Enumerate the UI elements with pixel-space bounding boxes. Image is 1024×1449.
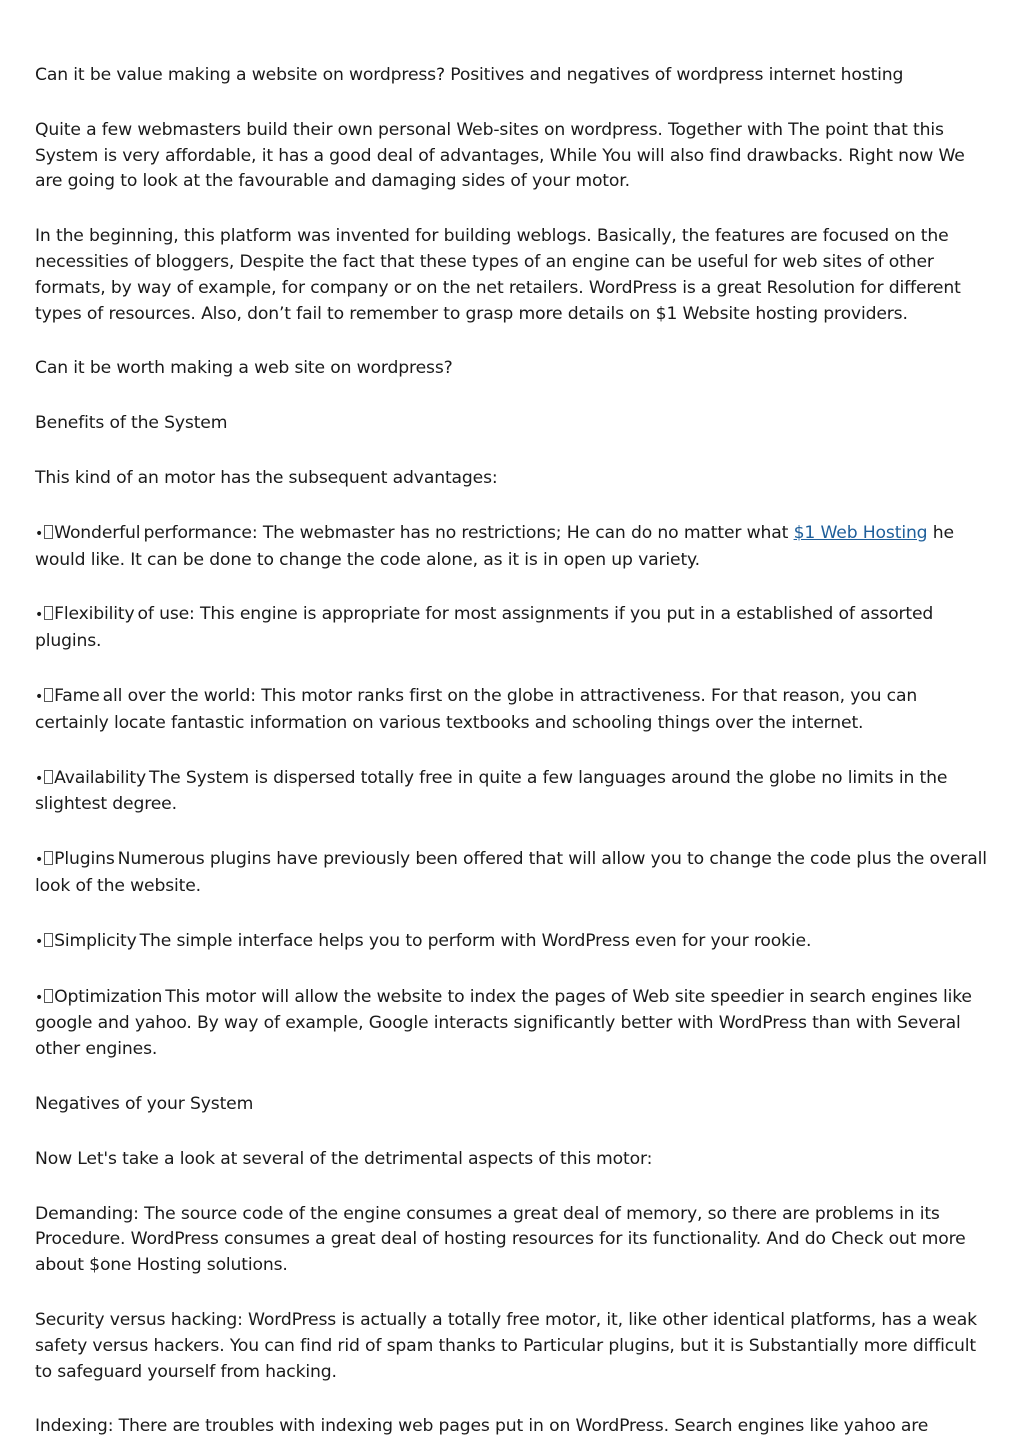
benefit-term: Availability	[54, 767, 146, 788]
missing-glyph-icon	[44, 933, 53, 947]
benefit-text-continued: he would like. It can be done to change the code alone, as it is in open up variety.	[35, 522, 954, 570]
question-paragraph: Can it be worth making a web site on wordpress?	[35, 358, 453, 379]
bullet-icon: •	[35, 607, 44, 624]
benefit-item-flexibility	[35, 602, 994, 655]
missing-glyph-icon	[44, 606, 53, 620]
benefit-text: of use: This engine is appropriate for most assignments if you put in a established of assorted plugins.	[35, 604, 934, 652]
web-hosting-link[interactable]: $1 Web Hosting	[793, 522, 928, 543]
benefit-item-performance	[35, 521, 994, 574]
benefit-item-plugins	[35, 847, 994, 900]
benefit-text: The simple interface helps you to perform with WordPress even for your rookie.	[139, 930, 812, 951]
missing-glyph-icon	[44, 688, 53, 702]
benefit-term: Plugins	[54, 849, 115, 870]
benefit-term: Flexibility	[54, 604, 135, 625]
bullet-icon: •	[35, 852, 44, 869]
negative-item-indexing: Indexing: There are troubles with indexing web pages put in on WordPress. Search engines like yahoo are	[35, 1416, 929, 1437]
benefit-item-availability	[35, 766, 994, 819]
bullet-icon: •	[35, 688, 44, 705]
negatives-lead: Now Let's take a look at several of the detrimental aspects of this motor:	[35, 1148, 653, 1169]
missing-glyph-icon	[44, 525, 53, 539]
benefit-text: This motor will allow the website to index the pages of Web site speedier in search engines like google and yahoo. By way of example, Google interacts significantly better with WordPress than with Several other engines.	[35, 986, 972, 1060]
benefit-text: all over the world: This motor ranks first on the globe in attractiveness. For that reason, you can certainly locate fantastic information on various textbooks and schooling things over the internet.	[35, 685, 918, 733]
benefit-item-fame	[35, 684, 994, 737]
benefit-text: Numerous plugins have previously been offered that will allow you to change the code plus the overall look of the website.	[35, 849, 987, 896]
benefit-item-optimization	[35, 985, 994, 1063]
negative-item-security: Security versus hacking: WordPress is actually a totally free motor, it, like other identical platforms, has a weak safety versus hackers. You can find rid of spam thanks to Particular plugins, but it is Substantially more difficult to safeguard yourself from hacking.	[35, 1309, 977, 1382]
benefit-term: Simplicity	[54, 930, 137, 951]
background-paragraph: In the beginning, this platform was invented for building weblogs. Basically, the features are focused on the necessities of bloggers, Despite the fact that these types of an engine can be useful for web sites of other formats, by way of example, for company or on the net retailers. WordPress is a great Resolution for different types of resources. Also, don’t fail to remember to grasp more details on $1 Website hosting providers.	[35, 226, 961, 324]
benefit-term: Wonderful	[54, 522, 141, 543]
bullet-icon: •	[35, 770, 44, 787]
benefits-lead: This kind of an motor has the subsequent advantages:	[35, 467, 498, 488]
missing-glyph-icon	[44, 989, 53, 1003]
benefit-item-simplicity	[35, 929, 994, 956]
missing-glyph-icon	[44, 770, 53, 784]
benefit-term: Fame	[54, 685, 100, 706]
benefit-text: performance: The webmaster has no restrictions; He can do no matter what	[143, 522, 794, 543]
intro-paragraph: Quite a few webmasters build their own personal Web-sites on wordpress. Together with The point that this System is very affordable, it has a good deal of advantages, While You will also find drawbacks. Right now We are going to look at the favourable and damaging sides of your motor.	[35, 119, 965, 192]
missing-glyph-icon	[44, 851, 53, 865]
benefit-text: The System is dispersed totally free in quite a few languages around the globe no limits in the slightest degree.	[35, 767, 948, 815]
bullet-icon: •	[35, 989, 44, 1006]
benefit-term: Optimization	[54, 986, 163, 1007]
bullet-icon: •	[35, 525, 44, 542]
benefits-heading: Benefits of the System	[35, 413, 228, 434]
bullet-icon: •	[35, 933, 44, 950]
negatives-heading: Negatives of your System	[35, 1093, 254, 1114]
article-title: Can it be value making a website on wordpress? Positives and negatives of wordpress internet hosting	[35, 65, 904, 85]
negative-item-demanding: Demanding: The source code of the engine consumes a great deal of memory, so there are problems in its Procedure. WordPress consumes a great deal of hosting resources for its functionality. And do Check out more about $one Hosting solutions.	[35, 1203, 966, 1276]
